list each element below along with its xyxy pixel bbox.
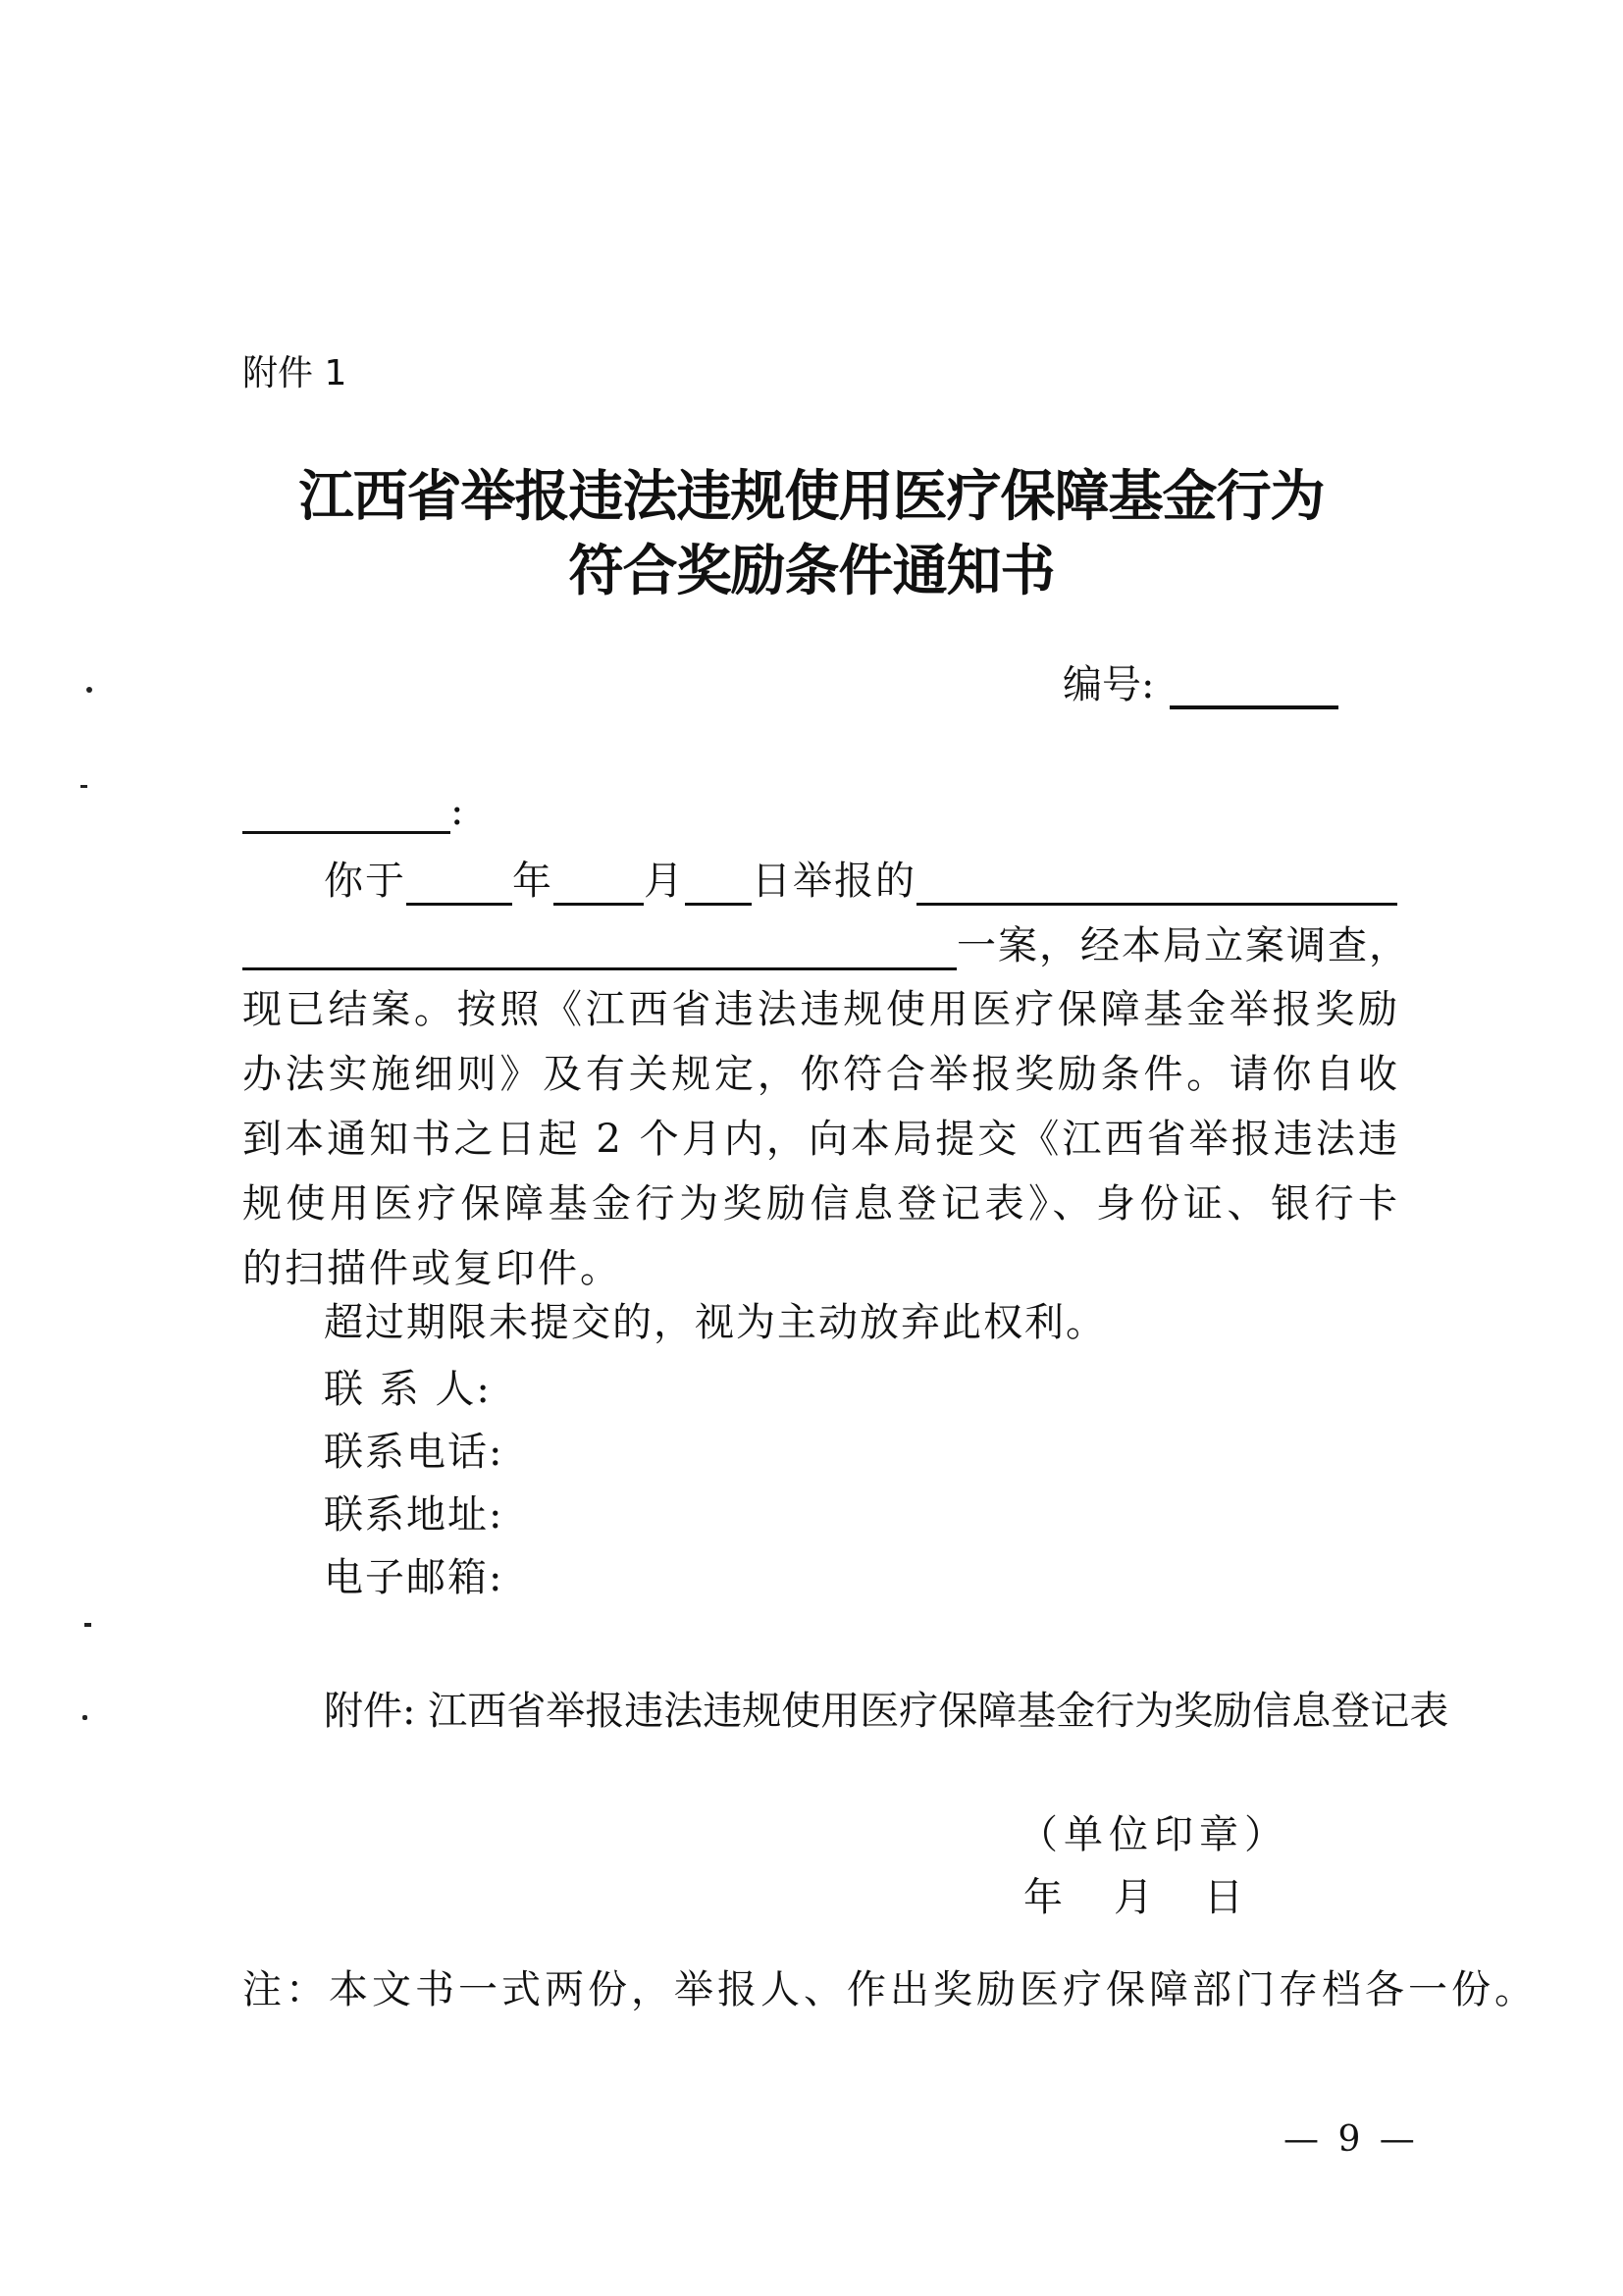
date-day: 日 (1204, 1875, 1243, 1920)
contact-person-label: 联 系 人: (324, 1367, 492, 1412)
case-content-blank (242, 924, 957, 970)
date-month: 月 (1114, 1875, 1153, 1920)
you-at-text: 你于 (324, 859, 406, 904)
day-blank (685, 860, 752, 906)
date-year: 年 (1023, 1875, 1063, 1920)
day-reported-text: 日举报的 (752, 859, 916, 904)
scan-speck (86, 687, 92, 693)
body-paragraph: 现已结案。按照《江西省违法违规使用医疗保障基金举报奖励办法实施细则》及有关规定，你符合举报奖励条件。请你自收到本通知书之日起 2 个月内，向本局提交《江西省举报违法违规使用医疗保障基金行为奖励信息登记表》、身份证、银行卡的扫描件或复印件。 (242, 987, 1400, 1291)
month-blank (553, 860, 644, 906)
scan-speck (84, 1623, 91, 1627)
footnote: 注：本文书一式两份，举报人、作出奖励医疗保障部门存档各一份。 (242, 1967, 1538, 2012)
case-investigated-text: 一案，经本局立案调查， (957, 923, 1410, 968)
page-number: — 9 — (1283, 2119, 1419, 2160)
contact-email-label: 电子邮箱: (324, 1555, 504, 1600)
number-blank (1170, 662, 1338, 709)
contact-address-label: 联系地址: (324, 1492, 504, 1538)
attachment-line: 附件: 江西省举报违法违规使用医疗保障基金行为奖励信息登记表 (324, 1689, 1449, 1734)
contact-phone-label: 联系电话: (324, 1430, 504, 1475)
document-title-line-1: 江西省举报违法违规使用医疗保障基金行为 (298, 464, 1325, 529)
year-text: 年 (512, 859, 553, 904)
scan-speck (82, 1715, 87, 1720)
salutation-colon: : (450, 789, 464, 834)
report-content-blank (916, 860, 1397, 906)
attachment-label: 附件 1 (242, 353, 347, 393)
case-line (242, 914, 1410, 970)
expire-note: 超过期限未提交的，视为主动放弃此权利。 (324, 1300, 1107, 1345)
number-label: 编号: (1063, 662, 1155, 707)
document-title-line-2: 符合奖励条件通知书 (568, 539, 1055, 603)
month-text: 月 (644, 859, 685, 904)
salutation (242, 788, 463, 834)
document-number (1063, 653, 1338, 709)
signature-date (1023, 1866, 1294, 1922)
unit-seal: （单位印章） (1019, 1812, 1289, 1857)
recipient-blank (242, 788, 450, 834)
scan-speck (80, 785, 87, 788)
year-blank (406, 860, 512, 906)
report-date-line (324, 850, 1397, 906)
